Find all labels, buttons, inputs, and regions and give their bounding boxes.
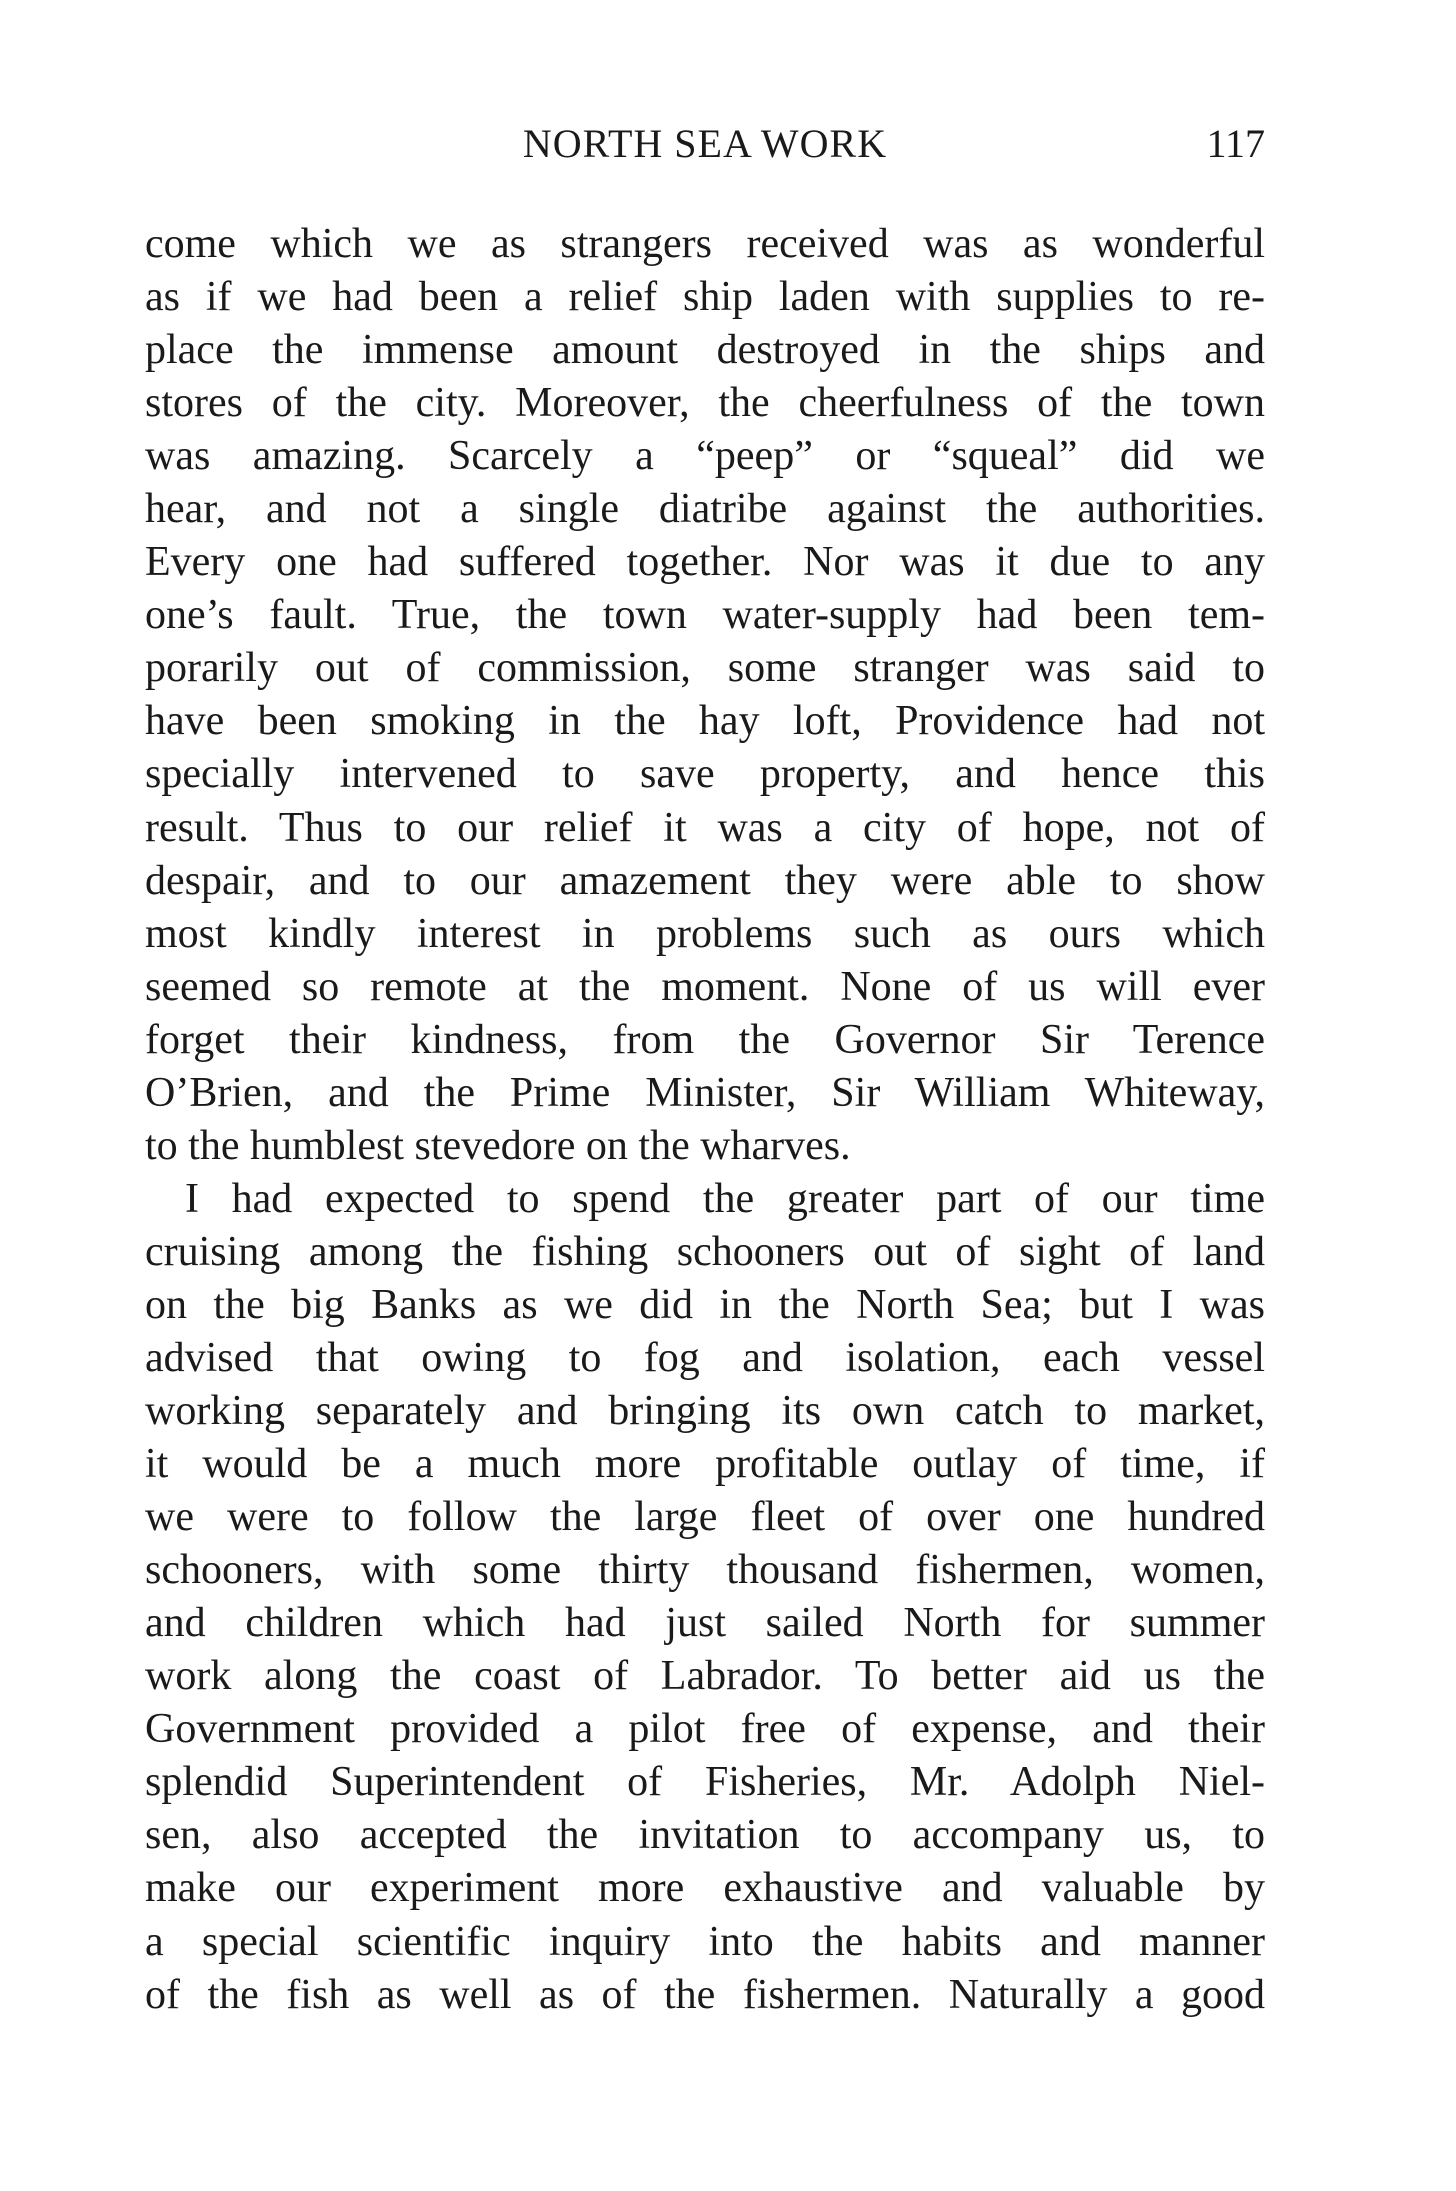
text-line: to the humblest stevedore on the wharves. <box>145 1122 851 1169</box>
text-line: it would be a much more profitable outlay of time, if <box>145 1441 1265 1488</box>
text-line: of the fish as well as of the fishermen. Naturally a good <box>145 1971 1265 2018</box>
running-head <box>145 120 1265 180</box>
text-line: make our experiment more exhaustive and valuable by <box>145 1865 1265 1912</box>
text-line: despair, and to our amazement they were able to show <box>145 857 1265 904</box>
text-line: a special scientific inquiry into the habits and manner <box>145 1918 1265 1965</box>
body-text <box>145 218 1265 2022</box>
text-line: sen, also accepted the invitation to accompany us, to <box>145 1812 1265 1859</box>
text-line: I had expected to spend the greater part of our time <box>185 1175 1265 1222</box>
text-line: schooners, with some thirty thousand fishermen, women, <box>145 1547 1265 1594</box>
text-line: work along the coast of Labrador. To better aid us the <box>145 1653 1265 1700</box>
text-line: forget their kindness, from the Governor Sir Terence <box>145 1016 1265 1063</box>
text-line: specially intervened to save property, and hence this <box>145 751 1265 798</box>
text-line: come which we as strangers received was as wonderful <box>145 221 1265 267</box>
text-line: was amazing. Scarcely a “peep” or “squeal” did we <box>145 433 1265 480</box>
text-line: splendid Superintendent of Fisheries, Mr. Adolph Niel- <box>145 1759 1265 1806</box>
text-line: advised that owing to fog and isolation, each vessel <box>145 1334 1265 1381</box>
text-line: we were to follow the large fleet of over one hundred <box>145 1494 1265 1541</box>
text-line: have been smoking in the hay loft, Providence had not <box>145 698 1265 745</box>
text-line: most kindly interest in problems such as ours which <box>145 910 1265 957</box>
text-line: as if we had been a relief ship laden with supplies to re- <box>145 274 1265 321</box>
running-head-title: NORTH SEA WORK <box>522 121 888 166</box>
text-line: O’Brien, and the Prime Minister, Sir William Whiteway, <box>145 1069 1265 1116</box>
text-line: on the big Banks as we did in the North Sea; but I was <box>145 1281 1265 1328</box>
text-line: place the immense amount destroyed in the ships and <box>145 327 1265 374</box>
text-line: stores of the city. Moreover, the cheerfulness of the town <box>145 380 1265 427</box>
text-line: Government provided a pilot free of expense, and their <box>145 1706 1265 1753</box>
text-line: porarily out of commission, some stranger was said to <box>145 645 1265 692</box>
text-line: result. Thus to our relief it was a city of hope, not of <box>145 804 1265 851</box>
text-line: working separately and bringing its own catch to market, <box>145 1388 1265 1435</box>
text-line: Every one had suffered together. Nor was it due to any <box>145 539 1265 586</box>
text-line: and children which had just sailed North for summer <box>145 1600 1265 1647</box>
text-line: seemed so remote at the moment. None of us will ever <box>145 963 1265 1010</box>
page-number: 117 <box>1206 121 1265 166</box>
text-line: hear, and not a single diatribe against the authorities. <box>145 486 1265 533</box>
text-line: one’s fault. True, the town water-supply had been tem- <box>145 592 1265 639</box>
text-line: cruising among the fishing schooners out of sight of land <box>145 1228 1265 1275</box>
